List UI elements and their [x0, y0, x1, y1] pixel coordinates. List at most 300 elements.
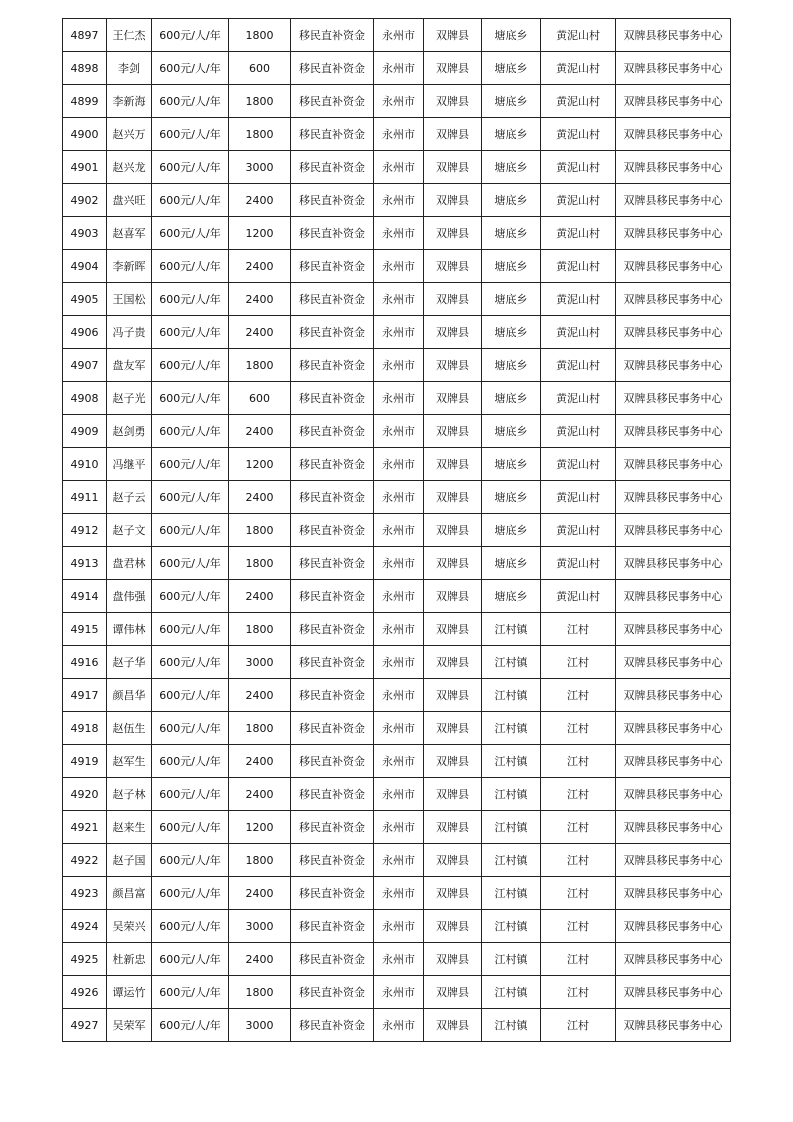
cell-subsidy-amount: 2400: [229, 745, 291, 778]
cell-subsidy-amount: 1800: [229, 118, 291, 151]
table-row: [63, 52, 731, 85]
table-body: [63, 19, 731, 1042]
cell-serial-number: 4911: [63, 481, 107, 514]
cell-township: 江村镇: [482, 613, 541, 646]
cell-village: 黄泥山村: [541, 283, 616, 316]
cell-subsidy-standard: 600元/人/年: [152, 1009, 229, 1042]
cell-county: 双牌县: [424, 151, 482, 184]
cell-issuing-agency: 双牌县移民事务中心: [616, 580, 731, 613]
cell-subsidy-standard: 600元/人/年: [152, 943, 229, 976]
cell-issuing-agency: 双牌县移民事务中心: [616, 712, 731, 745]
cell-recipient-name: 赵喜军: [107, 217, 152, 250]
cell-recipient-name: 颜昌富: [107, 877, 152, 910]
cell-village: 江村: [541, 1009, 616, 1042]
cell-village: 黄泥山村: [541, 85, 616, 118]
cell-issuing-agency: 双牌县移民事务中心: [616, 811, 731, 844]
cell-issuing-agency: 双牌县移民事务中心: [616, 316, 731, 349]
cell-village: 江村: [541, 646, 616, 679]
cell-recipient-name: 颜昌华: [107, 679, 152, 712]
cell-subsidy-amount: 3000: [229, 646, 291, 679]
cell-recipient-name: 赵子光: [107, 382, 152, 415]
cell-city: 永州市: [374, 85, 424, 118]
cell-subsidy-amount: 1200: [229, 448, 291, 481]
table-row: [63, 613, 731, 646]
cell-issuing-agency: 双牌县移民事务中心: [616, 778, 731, 811]
cell-serial-number: 4909: [63, 415, 107, 448]
table-row: [63, 151, 731, 184]
cell-township: 塘底乡: [482, 547, 541, 580]
cell-issuing-agency: 双牌县移民事务中心: [616, 151, 731, 184]
cell-township: 塘底乡: [482, 52, 541, 85]
cell-county: 双牌县: [424, 382, 482, 415]
cell-township: 江村镇: [482, 712, 541, 745]
cell-subsidy-amount: 2400: [229, 679, 291, 712]
cell-village: 黄泥山村: [541, 547, 616, 580]
cell-serial-number: 4904: [63, 250, 107, 283]
cell-fund-type: 移民直补资金: [291, 877, 374, 910]
cell-subsidy-standard: 600元/人/年: [152, 976, 229, 1009]
table-row: [63, 679, 731, 712]
cell-recipient-name: 盘君林: [107, 547, 152, 580]
cell-serial-number: 4915: [63, 613, 107, 646]
cell-serial-number: 4907: [63, 349, 107, 382]
cell-city: 永州市: [374, 745, 424, 778]
cell-issuing-agency: 双牌县移民事务中心: [616, 118, 731, 151]
cell-subsidy-amount: 2400: [229, 778, 291, 811]
cell-recipient-name: 赵子林: [107, 778, 152, 811]
cell-issuing-agency: 双牌县移民事务中心: [616, 382, 731, 415]
cell-village: 江村: [541, 943, 616, 976]
cell-city: 永州市: [374, 217, 424, 250]
cell-serial-number: 4922: [63, 844, 107, 877]
cell-village: 黄泥山村: [541, 481, 616, 514]
cell-county: 双牌县: [424, 1009, 482, 1042]
cell-subsidy-standard: 600元/人/年: [152, 778, 229, 811]
cell-city: 永州市: [374, 1009, 424, 1042]
cell-township: 江村镇: [482, 745, 541, 778]
cell-county: 双牌县: [424, 349, 482, 382]
cell-serial-number: 4923: [63, 877, 107, 910]
cell-fund-type: 移民直补资金: [291, 19, 374, 52]
cell-fund-type: 移民直补资金: [291, 349, 374, 382]
cell-township: 塘底乡: [482, 118, 541, 151]
cell-county: 双牌县: [424, 52, 482, 85]
cell-fund-type: 移民直补资金: [291, 1009, 374, 1042]
cell-village: 黄泥山村: [541, 217, 616, 250]
table-row: [63, 877, 731, 910]
cell-serial-number: 4919: [63, 745, 107, 778]
cell-recipient-name: 吴荣军: [107, 1009, 152, 1042]
cell-township: 江村镇: [482, 778, 541, 811]
cell-fund-type: 移民直补资金: [291, 844, 374, 877]
cell-subsidy-standard: 600元/人/年: [152, 52, 229, 85]
table-row: [63, 943, 731, 976]
table-row: [63, 547, 731, 580]
cell-village: 江村: [541, 877, 616, 910]
cell-serial-number: 4918: [63, 712, 107, 745]
cell-subsidy-standard: 600元/人/年: [152, 349, 229, 382]
cell-serial-number: 4899: [63, 85, 107, 118]
cell-serial-number: 4926: [63, 976, 107, 1009]
cell-fund-type: 移民直补资金: [291, 52, 374, 85]
cell-issuing-agency: 双牌县移民事务中心: [616, 976, 731, 1009]
cell-city: 永州市: [374, 481, 424, 514]
cell-county: 双牌县: [424, 19, 482, 52]
cell-recipient-name: 杜新忠: [107, 943, 152, 976]
table-row: [63, 217, 731, 250]
cell-subsidy-amount: 2400: [229, 316, 291, 349]
cell-serial-number: 4920: [63, 778, 107, 811]
table-row: [63, 910, 731, 943]
cell-fund-type: 移民直补资金: [291, 316, 374, 349]
cell-serial-number: 4916: [63, 646, 107, 679]
table-row: [63, 580, 731, 613]
cell-recipient-name: 赵剑勇: [107, 415, 152, 448]
cell-subsidy-standard: 600元/人/年: [152, 811, 229, 844]
cell-subsidy-standard: 600元/人/年: [152, 646, 229, 679]
cell-issuing-agency: 双牌县移民事务中心: [616, 184, 731, 217]
cell-fund-type: 移民直补资金: [291, 745, 374, 778]
cell-serial-number: 4906: [63, 316, 107, 349]
cell-subsidy-amount: 3000: [229, 1009, 291, 1042]
cell-city: 永州市: [374, 415, 424, 448]
cell-serial-number: 4900: [63, 118, 107, 151]
cell-city: 永州市: [374, 250, 424, 283]
cell-city: 永州市: [374, 19, 424, 52]
cell-city: 永州市: [374, 514, 424, 547]
cell-recipient-name: 吴荣兴: [107, 910, 152, 943]
cell-village: 黄泥山村: [541, 448, 616, 481]
table-row: [63, 778, 731, 811]
cell-county: 双牌县: [424, 415, 482, 448]
table-row: [63, 712, 731, 745]
cell-city: 永州市: [374, 52, 424, 85]
cell-subsidy-amount: 600: [229, 382, 291, 415]
cell-issuing-agency: 双牌县移民事务中心: [616, 679, 731, 712]
table-row: [63, 349, 731, 382]
cell-recipient-name: 盘兴旺: [107, 184, 152, 217]
cell-subsidy-amount: 1800: [229, 613, 291, 646]
cell-fund-type: 移民直补资金: [291, 250, 374, 283]
cell-subsidy-amount: 1200: [229, 217, 291, 250]
cell-recipient-name: 盘友军: [107, 349, 152, 382]
cell-issuing-agency: 双牌县移民事务中心: [616, 1009, 731, 1042]
cell-serial-number: 4925: [63, 943, 107, 976]
cell-subsidy-standard: 600元/人/年: [152, 382, 229, 415]
cell-subsidy-amount: 1800: [229, 844, 291, 877]
cell-village: 黄泥山村: [541, 184, 616, 217]
cell-village: 黄泥山村: [541, 316, 616, 349]
table-row: [63, 976, 731, 1009]
cell-subsidy-standard: 600元/人/年: [152, 580, 229, 613]
document-page: [62, 18, 730, 1042]
cell-township: 塘底乡: [482, 382, 541, 415]
cell-township: 塘底乡: [482, 316, 541, 349]
cell-subsidy-amount: 2400: [229, 184, 291, 217]
cell-township: 江村镇: [482, 910, 541, 943]
cell-recipient-name: 赵子华: [107, 646, 152, 679]
cell-county: 双牌县: [424, 547, 482, 580]
cell-serial-number: 4924: [63, 910, 107, 943]
cell-village: 江村: [541, 976, 616, 1009]
cell-city: 永州市: [374, 316, 424, 349]
cell-city: 永州市: [374, 679, 424, 712]
cell-county: 双牌县: [424, 481, 482, 514]
cell-subsidy-standard: 600元/人/年: [152, 514, 229, 547]
cell-township: 塘底乡: [482, 283, 541, 316]
cell-township: 塘底乡: [482, 415, 541, 448]
cell-subsidy-amount: 1800: [229, 976, 291, 1009]
cell-serial-number: 4901: [63, 151, 107, 184]
cell-recipient-name: 谭运竹: [107, 976, 152, 1009]
cell-subsidy-amount: 2400: [229, 250, 291, 283]
table-row: [63, 646, 731, 679]
cell-township: 江村镇: [482, 844, 541, 877]
cell-township: 江村镇: [482, 679, 541, 712]
cell-village: 江村: [541, 778, 616, 811]
cell-serial-number: 4903: [63, 217, 107, 250]
cell-village: 黄泥山村: [541, 580, 616, 613]
cell-county: 双牌县: [424, 118, 482, 151]
cell-township: 塘底乡: [482, 580, 541, 613]
cell-city: 永州市: [374, 448, 424, 481]
cell-issuing-agency: 双牌县移民事务中心: [616, 217, 731, 250]
cell-recipient-name: 谭伟林: [107, 613, 152, 646]
cell-county: 双牌县: [424, 613, 482, 646]
cell-subsidy-standard: 600元/人/年: [152, 844, 229, 877]
cell-serial-number: 4912: [63, 514, 107, 547]
cell-issuing-agency: 双牌县移民事务中心: [616, 52, 731, 85]
cell-township: 江村镇: [482, 811, 541, 844]
cell-subsidy-standard: 600元/人/年: [152, 910, 229, 943]
cell-fund-type: 移民直补资金: [291, 118, 374, 151]
cell-fund-type: 移民直补资金: [291, 283, 374, 316]
cell-serial-number: 4902: [63, 184, 107, 217]
cell-village: 江村: [541, 613, 616, 646]
cell-village: 黄泥山村: [541, 151, 616, 184]
cell-fund-type: 移民直补资金: [291, 943, 374, 976]
cell-county: 双牌县: [424, 712, 482, 745]
cell-subsidy-standard: 600元/人/年: [152, 679, 229, 712]
cell-subsidy-standard: 600元/人/年: [152, 19, 229, 52]
cell-village: 黄泥山村: [541, 415, 616, 448]
cell-county: 双牌县: [424, 250, 482, 283]
cell-subsidy-standard: 600元/人/年: [152, 481, 229, 514]
cell-township: 江村镇: [482, 1009, 541, 1042]
cell-serial-number: 4910: [63, 448, 107, 481]
cell-county: 双牌县: [424, 316, 482, 349]
cell-subsidy-amount: 1800: [229, 712, 291, 745]
cell-issuing-agency: 双牌县移民事务中心: [616, 547, 731, 580]
cell-recipient-name: 冯子贵: [107, 316, 152, 349]
cell-issuing-agency: 双牌县移民事务中心: [616, 85, 731, 118]
table-row: [63, 184, 731, 217]
cell-township: 塘底乡: [482, 184, 541, 217]
cell-fund-type: 移民直补资金: [291, 910, 374, 943]
cell-township: 江村镇: [482, 646, 541, 679]
cell-county: 双牌县: [424, 976, 482, 1009]
cell-subsidy-standard: 600元/人/年: [152, 448, 229, 481]
cell-city: 永州市: [374, 943, 424, 976]
cell-subsidy-standard: 600元/人/年: [152, 118, 229, 151]
cell-village: 江村: [541, 844, 616, 877]
cell-subsidy-amount: 1800: [229, 514, 291, 547]
cell-subsidy-amount: 2400: [229, 283, 291, 316]
cell-subsidy-amount: 1800: [229, 349, 291, 382]
cell-county: 双牌县: [424, 85, 482, 118]
cell-issuing-agency: 双牌县移民事务中心: [616, 877, 731, 910]
table-row: [63, 283, 731, 316]
table-row: [63, 316, 731, 349]
cell-fund-type: 移民直补资金: [291, 151, 374, 184]
table-row: [63, 382, 731, 415]
cell-subsidy-standard: 600元/人/年: [152, 184, 229, 217]
cell-village: 黄泥山村: [541, 19, 616, 52]
cell-city: 永州市: [374, 118, 424, 151]
cell-township: 塘底乡: [482, 349, 541, 382]
cell-subsidy-standard: 600元/人/年: [152, 283, 229, 316]
cell-recipient-name: 赵子国: [107, 844, 152, 877]
cell-serial-number: 4898: [63, 52, 107, 85]
cell-subsidy-standard: 600元/人/年: [152, 712, 229, 745]
cell-village: 黄泥山村: [541, 118, 616, 151]
table-row: [63, 514, 731, 547]
cell-serial-number: 4927: [63, 1009, 107, 1042]
cell-subsidy-standard: 600元/人/年: [152, 613, 229, 646]
cell-fund-type: 移民直补资金: [291, 976, 374, 1009]
cell-subsidy-amount: 1800: [229, 85, 291, 118]
table-row: [63, 745, 731, 778]
cell-recipient-name: 李剑: [107, 52, 152, 85]
cell-township: 塘底乡: [482, 514, 541, 547]
cell-county: 双牌县: [424, 283, 482, 316]
table-row: [63, 481, 731, 514]
cell-subsidy-standard: 600元/人/年: [152, 151, 229, 184]
cell-recipient-name: 赵兴万: [107, 118, 152, 151]
cell-city: 永州市: [374, 151, 424, 184]
cell-county: 双牌县: [424, 943, 482, 976]
cell-issuing-agency: 双牌县移民事务中心: [616, 415, 731, 448]
cell-serial-number: 4908: [63, 382, 107, 415]
cell-fund-type: 移民直补资金: [291, 811, 374, 844]
cell-subsidy-amount: 2400: [229, 580, 291, 613]
cell-village: 江村: [541, 712, 616, 745]
cell-subsidy-standard: 600元/人/年: [152, 745, 229, 778]
table-row: [63, 844, 731, 877]
cell-fund-type: 移民直补资金: [291, 712, 374, 745]
cell-county: 双牌县: [424, 184, 482, 217]
cell-county: 双牌县: [424, 844, 482, 877]
cell-county: 双牌县: [424, 910, 482, 943]
cell-subsidy-amount: 2400: [229, 415, 291, 448]
cell-city: 永州市: [374, 580, 424, 613]
cell-fund-type: 移民直补资金: [291, 85, 374, 118]
cell-recipient-name: 赵兴龙: [107, 151, 152, 184]
cell-fund-type: 移民直补资金: [291, 679, 374, 712]
cell-recipient-name: 李新晖: [107, 250, 152, 283]
cell-village: 黄泥山村: [541, 382, 616, 415]
cell-city: 永州市: [374, 283, 424, 316]
cell-issuing-agency: 双牌县移民事务中心: [616, 349, 731, 382]
cell-fund-type: 移民直补资金: [291, 448, 374, 481]
cell-county: 双牌县: [424, 448, 482, 481]
cell-recipient-name: 王仁杰: [107, 19, 152, 52]
cell-recipient-name: 赵子云: [107, 481, 152, 514]
table-row: [63, 250, 731, 283]
cell-fund-type: 移民直补资金: [291, 184, 374, 217]
cell-fund-type: 移民直补资金: [291, 514, 374, 547]
cell-city: 永州市: [374, 613, 424, 646]
cell-fund-type: 移民直补资金: [291, 415, 374, 448]
cell-county: 双牌县: [424, 745, 482, 778]
subsidy-table: [62, 18, 731, 1042]
cell-subsidy-amount: 2400: [229, 481, 291, 514]
cell-city: 永州市: [374, 547, 424, 580]
cell-village: 江村: [541, 910, 616, 943]
cell-subsidy-standard: 600元/人/年: [152, 415, 229, 448]
cell-serial-number: 4897: [63, 19, 107, 52]
table-row: [63, 19, 731, 52]
cell-recipient-name: 王国松: [107, 283, 152, 316]
cell-county: 双牌县: [424, 877, 482, 910]
cell-issuing-agency: 双牌县移民事务中心: [616, 646, 731, 679]
cell-county: 双牌县: [424, 811, 482, 844]
cell-subsidy-standard: 600元/人/年: [152, 547, 229, 580]
cell-village: 黄泥山村: [541, 250, 616, 283]
cell-issuing-agency: 双牌县移民事务中心: [616, 745, 731, 778]
cell-city: 永州市: [374, 844, 424, 877]
table-row: [63, 448, 731, 481]
cell-serial-number: 4914: [63, 580, 107, 613]
cell-township: 塘底乡: [482, 481, 541, 514]
cell-recipient-name: 盘伟强: [107, 580, 152, 613]
cell-subsidy-amount: 2400: [229, 943, 291, 976]
cell-subsidy-standard: 600元/人/年: [152, 316, 229, 349]
cell-subsidy-amount: 2400: [229, 877, 291, 910]
cell-recipient-name: 赵来生: [107, 811, 152, 844]
cell-fund-type: 移民直补资金: [291, 778, 374, 811]
cell-county: 双牌县: [424, 217, 482, 250]
cell-fund-type: 移民直补资金: [291, 547, 374, 580]
cell-township: 塘底乡: [482, 448, 541, 481]
cell-city: 永州市: [374, 712, 424, 745]
cell-subsidy-amount: 3000: [229, 910, 291, 943]
cell-issuing-agency: 双牌县移民事务中心: [616, 19, 731, 52]
cell-village: 江村: [541, 745, 616, 778]
cell-subsidy-standard: 600元/人/年: [152, 85, 229, 118]
cell-issuing-agency: 双牌县移民事务中心: [616, 481, 731, 514]
cell-township: 塘底乡: [482, 217, 541, 250]
cell-serial-number: 4913: [63, 547, 107, 580]
table-row: [63, 415, 731, 448]
cell-fund-type: 移民直补资金: [291, 481, 374, 514]
cell-village: 黄泥山村: [541, 514, 616, 547]
cell-subsidy-amount: 600: [229, 52, 291, 85]
cell-township: 塘底乡: [482, 19, 541, 52]
cell-fund-type: 移民直补资金: [291, 580, 374, 613]
cell-issuing-agency: 双牌县移民事务中心: [616, 448, 731, 481]
cell-recipient-name: 李新海: [107, 85, 152, 118]
cell-subsidy-standard: 600元/人/年: [152, 217, 229, 250]
cell-township: 塘底乡: [482, 250, 541, 283]
cell-city: 永州市: [374, 646, 424, 679]
cell-township: 塘底乡: [482, 151, 541, 184]
cell-issuing-agency: 双牌县移民事务中心: [616, 283, 731, 316]
cell-fund-type: 移民直补资金: [291, 613, 374, 646]
cell-recipient-name: 赵军生: [107, 745, 152, 778]
table-row: [63, 85, 731, 118]
cell-subsidy-amount: 1200: [229, 811, 291, 844]
